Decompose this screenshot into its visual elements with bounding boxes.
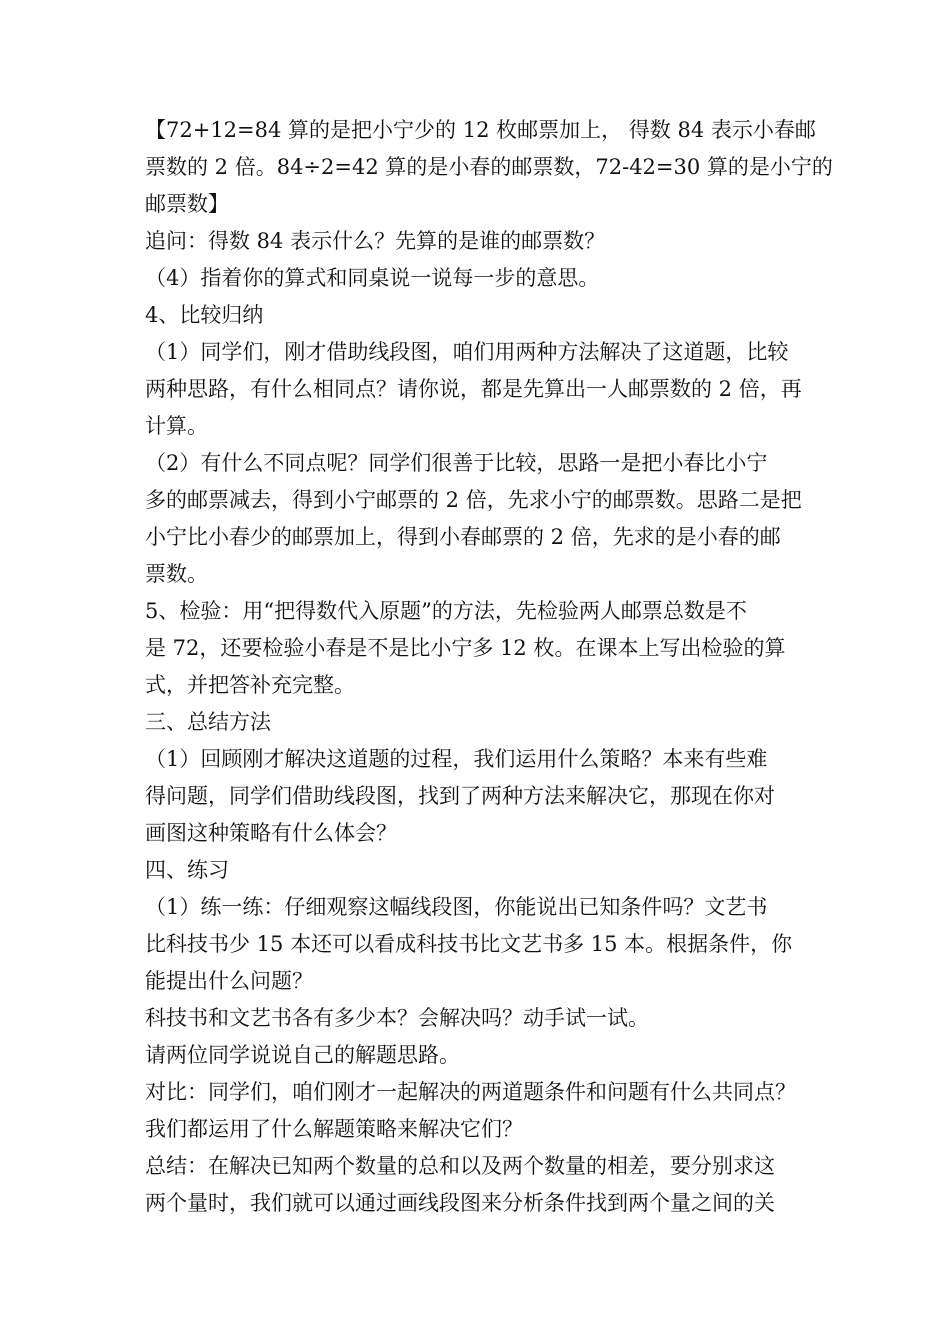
text-line: 邮票数】	[145, 192, 229, 216]
text-line: 得问题，同学们借助线段图，找到了两种方法来解决它，那现在你对	[145, 784, 775, 808]
text-line: （4）指着你的算式和同桌说一说每一步的意思。	[145, 266, 600, 290]
section-heading: 三、总结方法	[145, 710, 271, 734]
text-line: 计算。	[145, 414, 208, 438]
text-line: 科技书和文艺书各有多少本？会解决吗？动手试一试。	[145, 1006, 649, 1030]
section-heading: 四、练习	[145, 858, 229, 882]
text-line: （2）有什么不同点呢？同学们很善于比较，思路一是把小春比小宁	[145, 451, 768, 475]
text-line: 小宁比小春少的邮票加上，得到小春邮票的 2 倍，先求的是小春的邮	[145, 525, 781, 549]
text-line: 对比：同学们，咱们刚才一起解决的两道题条件和问题有什么共同点？	[145, 1080, 796, 1104]
text-line: 追问：得数 84 表示什么？先算的是谁的邮票数？	[145, 229, 606, 253]
text-line: 5、检验：用“把得数代入原题”的方法，先检验两人邮票总数是不	[145, 599, 747, 623]
text-line: 【72+12=84 算的是把小宁少的 12 枚邮票加上， 得数 84 表示小春邮	[145, 118, 816, 142]
text-line: 两个量时，我们就可以通过画线段图来分析条件找到两个量之间的关	[145, 1191, 775, 1215]
text-line: （1）练一练：仔细观察这幅线段图，你能说出已知条件吗？文艺书	[145, 895, 768, 919]
text-line: 画图这种策略有什么体会？	[145, 821, 397, 845]
text-line: 我们都运用了什么解题策略来解决它们？	[145, 1117, 523, 1141]
text-line: 是 72，还要检验小春是不是比小宁多 12 枚。在课本上写出检验的算	[145, 636, 786, 660]
text-line: 多的邮票减去，得到小宁邮票的 2 倍，先求小宁的邮票数。思路二是把	[145, 488, 802, 512]
text-line: 总结：在解决已知两个数量的总和以及两个数量的相差，要分别求这	[145, 1154, 775, 1178]
text-line: 能提出什么问题？	[145, 969, 313, 993]
text-line: 式，并把答补充完整。	[145, 673, 355, 697]
text-line: （1）同学们，刚才借助线段图，咱们用两种方法解决了这道题，比较	[145, 340, 789, 364]
section-heading: 4、比较归纳	[145, 303, 264, 327]
text-line: 票数。	[145, 562, 208, 586]
text-line: 比科技书少 15 本还可以看成科技书比文艺书多 15 本。根据条件，你	[145, 932, 793, 956]
text-line: （1）回顾刚才解决这道题的过程，我们运用什么策略？本来有些难	[145, 747, 768, 771]
document-body	[145, 112, 845, 1222]
text-line: 请两位同学说说自己的解题思路。	[145, 1043, 460, 1067]
text-line: 票数的 2 倍。84÷2=42 算的是小春的邮票数，72-42=30 算的是小宁的	[145, 155, 833, 179]
text-line: 两种思路，有什么相同点？请你说，都是先算出一人邮票数的 2 倍，再	[145, 377, 802, 401]
